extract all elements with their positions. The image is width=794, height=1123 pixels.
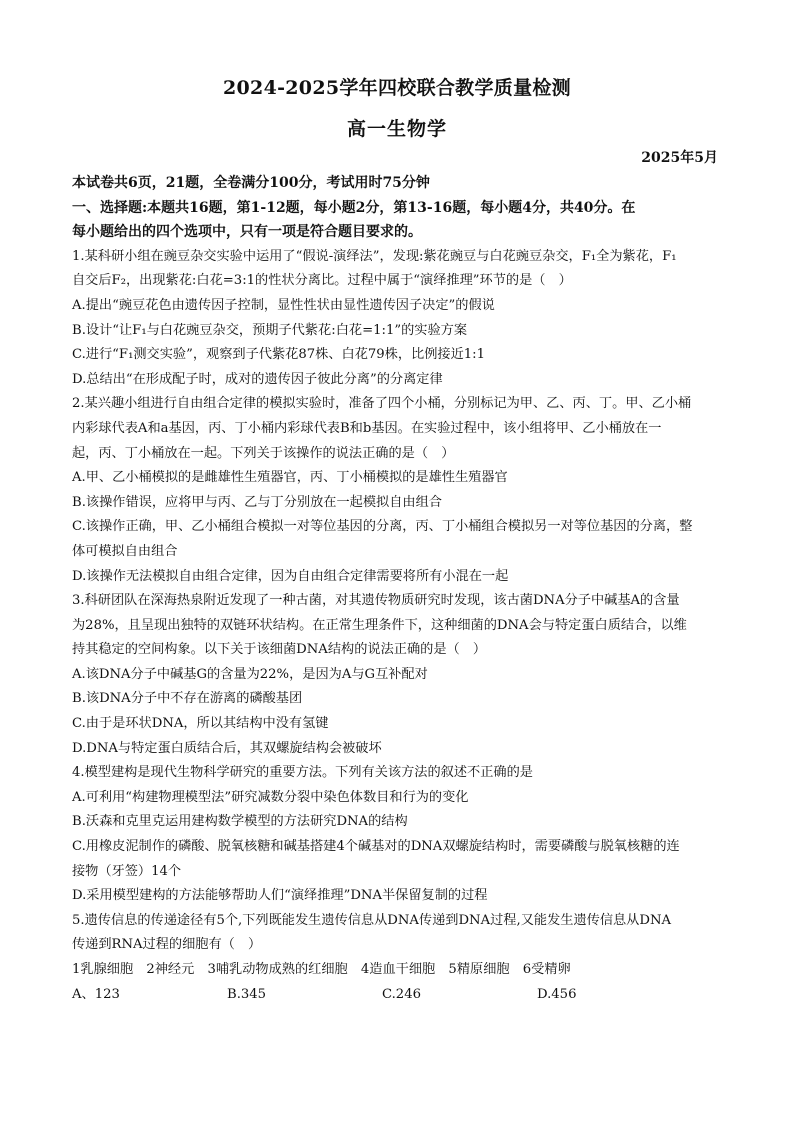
exam-title: 2024-2025学年四校联合教学质量检测 (223, 77, 571, 99)
question-3-option-d: D.DNA与特定蛋白质结合后，其双螺旋结构会被破坏 (72, 740, 382, 756)
question-3-stem: 持其稳定的空间构象。以下关于该细菌DNA结构的说法正确的是（ ） (72, 642, 487, 658)
question-2-option-d: D.该操作无法模拟自由组合定律，因为自由组合定律需要将所有小混在一起 (72, 568, 509, 584)
question-4-option-c: C.用橡皮泥制作的磷酸、脱氧核糖和碱基搭建4个碱基对的DNA双螺旋结构时，需要磷酸与脱氧核糖的连 (72, 839, 680, 855)
section-heading-line: 每小题给出的四个选项中，只有一项是符合题目要求的。 (72, 224, 422, 241)
question-3-option-b: B.该DNA分子中不存在游离的磷酸基团 (72, 691, 303, 707)
question-5-option-a: A、123 (72, 986, 120, 1002)
question-4-option-d: D.采用模型建构的方法能够帮助人们“演绎推理”DNA半保留复制的过程 (72, 888, 488, 904)
question-1-stem: 1.某科研小组在豌豆杂交实验中运用了“假说-演绎法”，发现:紫花豌豆与白花豌豆杂交，F₁全为紫花，F₁ (72, 248, 677, 264)
question-5-stem: 传递到RNA过程的细胞有（ ） (72, 937, 262, 953)
question-1-option-b: B.设计“让F₁与白花豌豆杂交，预期子代紫花:白花=1:1”的实验方案 (72, 322, 468, 338)
question-2-stem: 内彩球代表A和a基因，丙、丁小桶内彩球代表B和b基因。在实验过程中，该小组将甲、乙小桶放在一 (72, 420, 662, 436)
question-3-option-a: A.该DNA分子中碱基G的含量为22%，是因为A与G互补配对 (72, 666, 428, 682)
question-1-option-c: C.进行“F₁测交实验”，观察到子代紫花87株、白花79株，比例接近1:1 (72, 347, 486, 363)
question-5-options (72, 983, 723, 1008)
question-5-option-b: B.345 (227, 986, 267, 1002)
question-2-option-a: A.甲、乙小桶模拟的是雌雄性生殖器官，丙、丁小桶模拟的是雄性生殖器官 (72, 470, 508, 486)
exam-intro: 本试卷共6页，21题，全卷满分100分，考试用时75分钟 (72, 175, 430, 191)
question-3-stem: 为28%，且呈现出独特的双链环状结构。在正常生理条件下，这种细菌的DNA会与特定蛋白质结合，以维 (72, 617, 687, 633)
question-4-option-b: B.沃森和克里克运用建构数学模型的方法研究DNA的结构 (72, 814, 408, 830)
question-4-option-c: 接物（牙签）14个 (72, 863, 182, 879)
exam-date: 2025年5月 (641, 150, 718, 166)
exam-subject: 高一生物学 (346, 118, 447, 140)
question-5-option-d: D.456 (537, 986, 577, 1002)
question-4-option-a: A.可利用“构建物理模型法”研究减数分裂中染色体数目和行为的变化 (72, 789, 469, 805)
question-2-stem: 2.某兴趣小组进行自由组合定律的模拟实验时，准备了四个小桶，分别标记为甲、乙、丙、丁。甲、乙小桶 (72, 396, 692, 412)
question-1-option-a: A.提出“豌豆花色由遗传因子控制，显性性状由显性遗传因子决定”的假说 (72, 297, 495, 313)
section-heading-line: 一、选择题:本题共16题，第1-12题，每小题2分，第13-16题，每小题4分，共40分。在 (72, 199, 636, 216)
question-3-stem: 3.科研团队在深海热泉附近发现了一种古菌，对其遗传物质研究时发现，该古菌DNA分子中碱基A的含量 (72, 593, 680, 609)
question-5-stem: 5.遗传信息的传递途径有5个,下列既能发生遗传信息从DNA传递到DNA过程,又能发生遗传信息从DNA (72, 912, 672, 928)
question-2-option-b: B.该操作错误，应将甲与丙、乙与丁分别放在一起模拟自由组合 (72, 494, 442, 510)
question-5-option-c: C.246 (382, 986, 421, 1002)
exam-content (72, 171, 723, 1007)
question-1-option-d: D.总结出“在形成配子时，成对的遗传因子彼此分离”的分离定律 (72, 371, 443, 387)
question-2-option-c: 体可模拟自由组合 (72, 543, 178, 559)
question-1-stem: 自交后F₂，出现紫花:白花=3:1的性状分离比。过程中属于“演绎推理”环节的是（ ） (72, 273, 572, 289)
question-5-items: 1乳腺细胞 2神经元 3哺乳动物成熟的红细胞 4造血干细胞 5精原细胞 6受精卵 (72, 962, 571, 977)
question-2-stem: 起，丙、丁小桶放在一起。下列关于该操作的说法正确的是（ ） (72, 445, 455, 461)
question-3-option-c: C.由于是环状DNA，所以其结构中没有氢键 (72, 716, 329, 732)
question-2-option-c: C.该操作正确，甲、乙小桶组合模拟一对等位基因的分离，丙、丁小桶组合模拟另一对等位基因的分离，整 (72, 519, 693, 535)
question-4-stem: 4.模型建构是现代生物科学研究的重要方法。下列有关该方法的叙述不正确的是 (72, 765, 533, 781)
